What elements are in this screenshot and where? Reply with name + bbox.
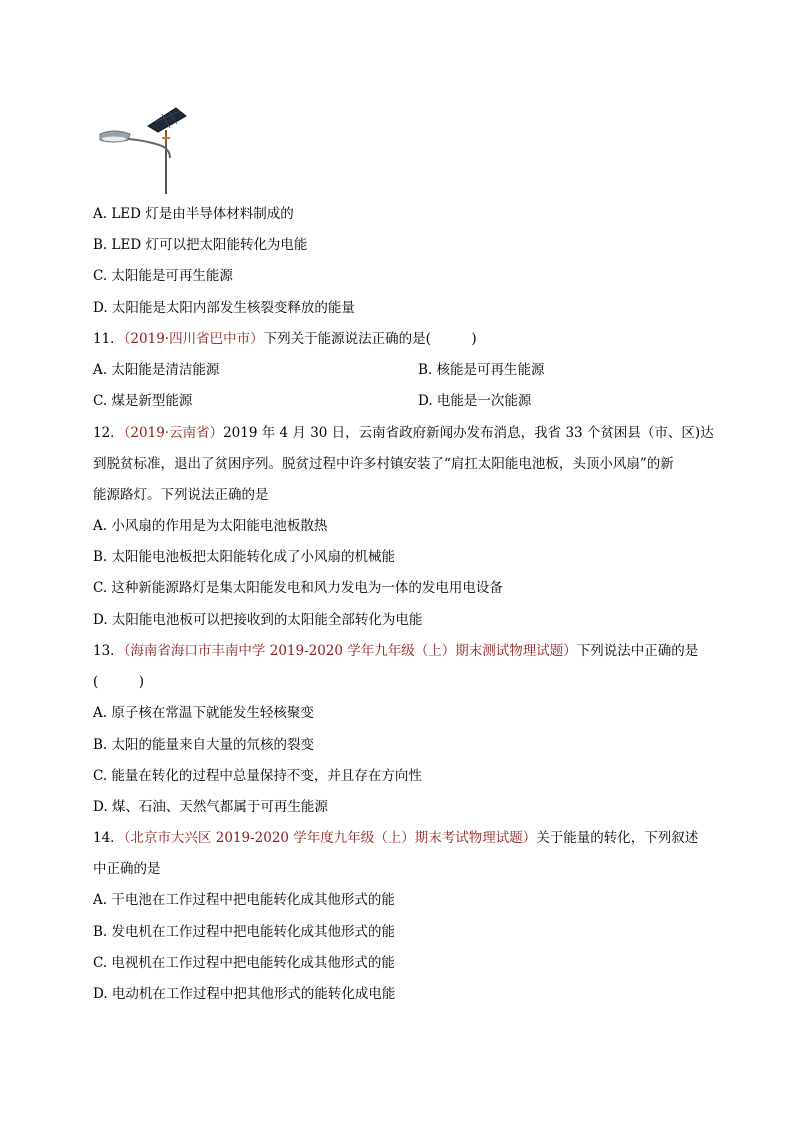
question-12 xyxy=(93,423,714,443)
option-b: B. 核能是可再生能源 xyxy=(418,362,545,378)
option-c: C. 太阳能是可再生能源 xyxy=(93,268,233,284)
question-number: 12． xyxy=(93,425,124,441)
option-d: D. 太阳能是太阳内部发生核裂变释放的能量 xyxy=(93,300,355,316)
option-a: A. LED 灯是由半导体材料制成的 xyxy=(93,206,294,222)
question-stem: 下列关于能源说法正确的是( ) xyxy=(263,331,477,347)
option-d: D. 太阳能电池板可以把接收到的太阳能全部转化为电能 xyxy=(93,612,423,628)
question-stem-line: 到脱贫标准，退出了贫困序列。脱贫过程中许多村镇安装了“肩扛太阳能电池板，头顶小风扇”的新 xyxy=(93,456,674,472)
question-source: （海南省海口市丰南中学 2019-2020 学年九年级（上）期末测试物理试题） xyxy=(123,643,577,659)
question-number: 14． xyxy=(93,830,124,846)
option-d: D. 煤、石油、天然气都属于可再生能源 xyxy=(93,799,328,815)
option-b: B. 发电机在工作过程中把电能转化成其他形式的能 xyxy=(93,924,396,940)
option-d: D. 电能是一次能源 xyxy=(418,393,532,409)
question-11 xyxy=(93,329,477,349)
question-source: （2019·四川省巴中市） xyxy=(123,331,264,347)
option-c: C. 能量在转化的过程中总量保持不变，并且存在方向性 xyxy=(93,768,422,784)
question-stem: 关于能量的转化，下列叙述 xyxy=(536,830,699,846)
option-d: D. 电动机在工作过程中把其他形式的能转化成电能 xyxy=(93,986,396,1002)
question-14 xyxy=(93,828,698,848)
option-c: C. 煤是新型能源 xyxy=(93,393,193,409)
question-stem: 2019 年 4 月 30 日，云南省政府新闻办发布消息，我省 33 个贫困县（市、区)达 xyxy=(223,425,714,441)
option-b: B. 太阳能电池板把太阳能转化成了小风扇的机械能 xyxy=(93,549,396,565)
answer-blank: ( ) xyxy=(93,674,145,690)
question-stem-line: 能源路灯。下列说法正确的是 xyxy=(93,487,269,503)
option-a: A. 原子核在常温下就能发生轻核聚变 xyxy=(93,705,314,721)
question-source: （2019·云南省） xyxy=(123,425,224,441)
question-13 xyxy=(93,641,698,661)
question-source: （北京市大兴区 2019-2020 学年度九年级（上）期末考试物理试题） xyxy=(123,830,537,846)
option-a: A. 太阳能是清洁能源 xyxy=(93,362,220,378)
option-c: C. 电视机在工作过程中把电能转化成其他形式的能 xyxy=(93,955,395,971)
option-a: A. 干电池在工作过程中把电能转化成其他形式的能 xyxy=(93,892,395,908)
question-stem-line: 中正确的是 xyxy=(93,861,161,877)
question-number: 11． xyxy=(93,331,124,347)
option-b: B. 太阳的能量来自大量的氘核的裂变 xyxy=(93,737,315,753)
question-stem: 下列说法中正确的是 xyxy=(576,643,699,659)
option-c: C. 这种新能源路灯是集太阳能发电和风力发电为一体的发电用电设备 xyxy=(93,580,503,596)
question-number: 13． xyxy=(93,643,124,659)
option-b: B. LED 灯可以把太阳能转化为电能 xyxy=(93,237,308,253)
option-a: A. 小风扇的作用是为太阳能电池板散热 xyxy=(93,518,328,534)
solar-street-lamp-image xyxy=(96,104,188,196)
